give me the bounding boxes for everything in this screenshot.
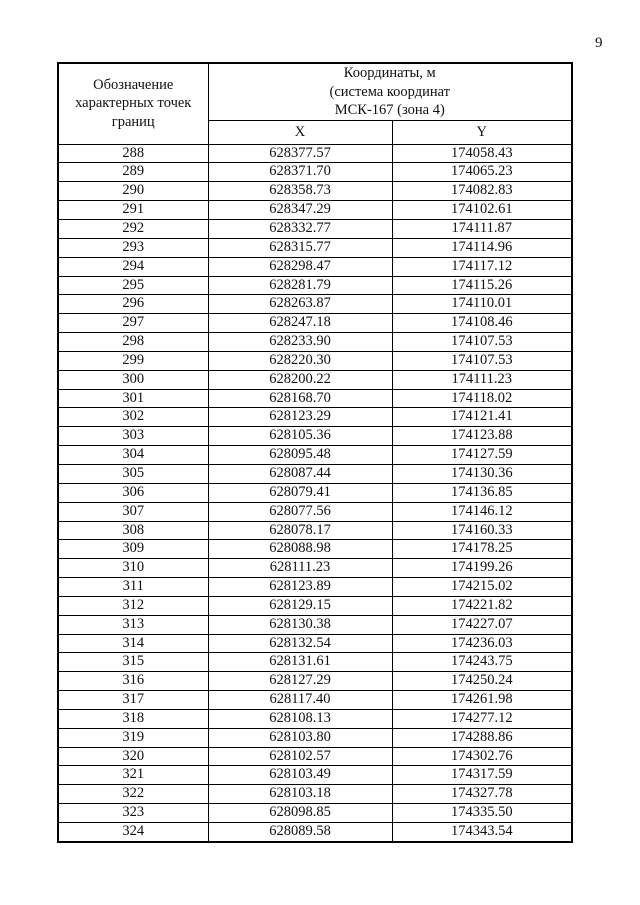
table-row xyxy=(58,823,572,842)
table-row xyxy=(58,446,572,465)
y-value-cell: 174160.33 xyxy=(392,521,572,540)
y-value-cell: 174178.25 xyxy=(392,540,572,559)
y-value-cell: 174199.26 xyxy=(392,559,572,578)
table-row xyxy=(58,314,572,333)
x-value-cell: 628102.57 xyxy=(208,747,392,766)
coordinates-header-line-1: Координаты, м xyxy=(343,65,436,81)
table-row xyxy=(58,144,572,163)
point-number-cell: 294 xyxy=(58,257,208,276)
x-value-cell: 628298.47 xyxy=(208,257,392,276)
point-number-cell: 305 xyxy=(58,464,208,483)
column-header-y: Y xyxy=(392,120,572,144)
x-value-cell: 628123.29 xyxy=(208,408,392,427)
y-value-cell: 174327.78 xyxy=(392,785,572,804)
y-value-cell: 174118.02 xyxy=(392,389,572,408)
table-row xyxy=(58,691,572,710)
table-row xyxy=(58,672,572,691)
column-header-x: X xyxy=(208,120,392,144)
x-value-cell: 628127.29 xyxy=(208,672,392,691)
point-number-cell: 321 xyxy=(58,766,208,785)
table-row xyxy=(58,709,572,728)
x-value-cell: 628130.38 xyxy=(208,615,392,634)
y-value-cell: 174127.59 xyxy=(392,446,572,465)
y-value-cell: 174261.98 xyxy=(392,691,572,710)
x-value-cell: 628103.80 xyxy=(208,728,392,747)
table-row xyxy=(58,408,572,427)
page-number: 9 xyxy=(595,35,603,51)
x-value-cell: 628095.48 xyxy=(208,446,392,465)
table-row xyxy=(58,333,572,352)
point-number-cell: 306 xyxy=(58,483,208,502)
x-value-cell: 628117.40 xyxy=(208,691,392,710)
point-number-cell: 303 xyxy=(58,427,208,446)
point-number-cell: 315 xyxy=(58,653,208,672)
table-row xyxy=(58,464,572,483)
point-number-cell: 290 xyxy=(58,182,208,201)
point-number-cell: 297 xyxy=(58,314,208,333)
y-value-cell: 174110.01 xyxy=(392,295,572,314)
y-value-cell: 174335.50 xyxy=(392,804,572,823)
column-header-coordinates xyxy=(208,63,572,120)
table-row xyxy=(58,351,572,370)
table-row xyxy=(58,370,572,389)
table-row xyxy=(58,615,572,634)
table-row xyxy=(58,389,572,408)
point-number-cell: 299 xyxy=(58,351,208,370)
point-number-cell: 312 xyxy=(58,596,208,615)
point-number-cell: 320 xyxy=(58,747,208,766)
table-row xyxy=(58,295,572,314)
table-row xyxy=(58,596,572,615)
table-row xyxy=(58,182,572,201)
point-number-cell: 289 xyxy=(58,163,208,182)
x-value-cell: 628220.30 xyxy=(208,351,392,370)
x-value-cell: 628103.18 xyxy=(208,785,392,804)
y-value-cell: 174215.02 xyxy=(392,578,572,597)
point-number-cell: 308 xyxy=(58,521,208,540)
table-row xyxy=(58,578,572,597)
point-number-cell: 292 xyxy=(58,220,208,239)
point-number-cell: 319 xyxy=(58,728,208,747)
y-value-cell: 174146.12 xyxy=(392,502,572,521)
table-row xyxy=(58,653,572,672)
x-value-cell: 628129.15 xyxy=(208,596,392,615)
x-value-cell: 628131.61 xyxy=(208,653,392,672)
table-row xyxy=(58,238,572,257)
point-number-cell: 310 xyxy=(58,559,208,578)
table-row xyxy=(58,804,572,823)
y-value-cell: 174082.83 xyxy=(392,182,572,201)
table-row xyxy=(58,220,572,239)
x-value-cell: 628132.54 xyxy=(208,634,392,653)
point-number-cell: 304 xyxy=(58,446,208,465)
x-value-cell: 628103.49 xyxy=(208,766,392,785)
point-number-cell: 301 xyxy=(58,389,208,408)
y-value-cell: 174115.26 xyxy=(392,276,572,295)
x-value-cell: 628108.13 xyxy=(208,709,392,728)
y-value-cell: 174227.07 xyxy=(392,615,572,634)
x-value-cell: 628079.41 xyxy=(208,483,392,502)
x-value-cell: 628123.89 xyxy=(208,578,392,597)
x-value-cell: 628315.77 xyxy=(208,238,392,257)
point-number-cell: 316 xyxy=(58,672,208,691)
x-value-cell: 628332.77 xyxy=(208,220,392,239)
y-value-cell: 174277.12 xyxy=(392,709,572,728)
coordinates-header-line-2: (система координат xyxy=(329,83,451,100)
point-number-cell: 295 xyxy=(58,276,208,295)
x-value-cell: 628098.85 xyxy=(208,804,392,823)
table-row xyxy=(58,559,572,578)
table-row xyxy=(58,483,572,502)
point-number-cell: 311 xyxy=(58,578,208,597)
x-value-cell: 628111.23 xyxy=(208,559,392,578)
x-value-cell: 628078.17 xyxy=(208,521,392,540)
column-header-point-designation: Обозначение характерных точек границ xyxy=(58,63,208,144)
point-number-cell: 288 xyxy=(58,144,208,163)
point-number-cell: 309 xyxy=(58,540,208,559)
y-value-cell: 174111.87 xyxy=(392,220,572,239)
y-value-cell: 174236.03 xyxy=(392,634,572,653)
y-value-cell: 174121.41 xyxy=(392,408,572,427)
x-value-cell: 628087.44 xyxy=(208,464,392,483)
y-value-cell: 174302.76 xyxy=(392,747,572,766)
table-row xyxy=(58,747,572,766)
table-row xyxy=(58,785,572,804)
x-value-cell: 628377.57 xyxy=(208,144,392,163)
y-value-cell: 174111.23 xyxy=(392,370,572,389)
point-number-cell: 296 xyxy=(58,295,208,314)
y-value-cell: 174117.12 xyxy=(392,257,572,276)
point-number-cell: 322 xyxy=(58,785,208,804)
x-value-cell: 628105.36 xyxy=(208,427,392,446)
y-value-cell: 174123.88 xyxy=(392,427,572,446)
x-value-cell: 628089.58 xyxy=(208,823,392,842)
table-row xyxy=(58,257,572,276)
y-value-cell: 174107.53 xyxy=(392,333,572,352)
point-number-cell: 298 xyxy=(58,333,208,352)
table-row xyxy=(58,502,572,521)
coordinates-header-line-3: МСК-167 (зона 4) xyxy=(334,102,445,119)
x-value-cell: 628281.79 xyxy=(208,276,392,295)
x-value-cell: 628358.73 xyxy=(208,182,392,201)
y-value-cell: 174343.54 xyxy=(392,823,572,842)
table-row xyxy=(58,521,572,540)
x-value-cell: 628233.90 xyxy=(208,333,392,352)
y-value-cell: 174107.53 xyxy=(392,351,572,370)
x-value-cell: 628263.87 xyxy=(208,295,392,314)
x-value-cell: 628200.22 xyxy=(208,370,392,389)
coordinates-table xyxy=(57,62,573,843)
y-value-cell: 174288.86 xyxy=(392,728,572,747)
table-row xyxy=(58,276,572,295)
x-value-cell: 628247.18 xyxy=(208,314,392,333)
x-value-cell: 628347.29 xyxy=(208,201,392,220)
point-number-cell: 324 xyxy=(58,823,208,842)
y-value-cell: 174221.82 xyxy=(392,596,572,615)
y-value-cell: 174136.85 xyxy=(392,483,572,502)
point-number-cell: 314 xyxy=(58,634,208,653)
table-row xyxy=(58,728,572,747)
point-number-cell: 293 xyxy=(58,238,208,257)
table-body xyxy=(58,144,572,842)
table-row xyxy=(58,540,572,559)
y-value-cell: 174250.24 xyxy=(392,672,572,691)
point-number-cell: 300 xyxy=(58,370,208,389)
y-value-cell: 174130.36 xyxy=(392,464,572,483)
point-number-cell: 318 xyxy=(58,709,208,728)
table-row xyxy=(58,634,572,653)
y-value-cell: 174114.96 xyxy=(392,238,572,257)
y-value-cell: 174058.43 xyxy=(392,144,572,163)
x-value-cell: 628168.70 xyxy=(208,389,392,408)
y-value-cell: 174065.23 xyxy=(392,163,572,182)
point-number-cell: 313 xyxy=(58,615,208,634)
y-value-cell: 174317.59 xyxy=(392,766,572,785)
point-number-cell: 323 xyxy=(58,804,208,823)
x-value-cell: 628088.98 xyxy=(208,540,392,559)
x-value-cell: 628371.70 xyxy=(208,163,392,182)
y-value-cell: 174102.61 xyxy=(392,201,572,220)
table-row xyxy=(58,201,572,220)
point-number-cell: 291 xyxy=(58,201,208,220)
table-row xyxy=(58,163,572,182)
table-header xyxy=(58,63,572,144)
table-row xyxy=(58,766,572,785)
point-number-cell: 307 xyxy=(58,502,208,521)
x-value-cell: 628077.56 xyxy=(208,502,392,521)
table-row xyxy=(58,427,572,446)
point-number-cell: 302 xyxy=(58,408,208,427)
y-value-cell: 174108.46 xyxy=(392,314,572,333)
point-number-cell: 317 xyxy=(58,691,208,710)
y-value-cell: 174243.75 xyxy=(392,653,572,672)
